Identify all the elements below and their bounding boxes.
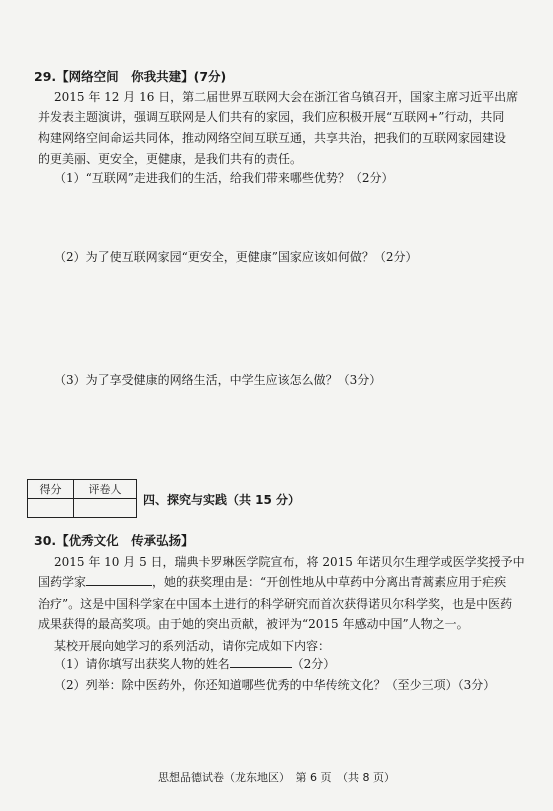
q30-line2-after: ，她的获奖理由是：“开创性地从中草药中分离出青蒿素应用于疟疾 [152,575,507,589]
q29-subquestion-3: （3）为了享受健康的网络生活，中学生应该怎么做？（3分） [54,373,382,387]
q30-subquestion-1 [54,656,335,672]
score-label: 得分 [28,480,74,499]
q30-subquestion-2: （2）列举：除中医药外，你还知道哪些优秀的中华传统文化？（至少三项）（3分） [54,678,496,692]
q29-material-line-2: 并发表主题演讲，强调互联网是人们共有的家园，我们应积极开展“互联网+”行动，共同 [38,110,505,124]
q29-subquestion-1: （1）“互联网”走进我们的生活，给我们带来哪些优势？（2分） [54,171,394,185]
q29-material-line-3: 构建网络空间命运共同体，推动网络空间互联互通，共享共治，把我们的互联网家园建设 [38,131,507,145]
page-footer: 思想品德试卷（龙东地区） 第 6 页 （共 8 页） [158,771,395,784]
q29-material-line-1: 2015 年 12 月 16 日，第二届世界互联网大会在浙江省乌镇召开，国家主席习近平出席 [54,90,519,104]
q30-sub1-after: （2分） [291,657,336,671]
q29-subquestion-2: （2）为了使互联网家园“更安全，更健康”国家应该如何做？（2分） [54,250,418,264]
q30-material-line-3: 治疗”。这是中国科学家在中国本土进行的科学研究而首次获得诺贝尔科学奖，也是中医药 [38,597,513,611]
q29-title: 29.【网络空间 你我共建】(7分) [34,69,227,84]
q30-material-line-1: 2015 年 10 月 5 日，瑞典卡罗琳医学院宣布，将 2015 年诺贝尔生理学或医学奖授予中 [54,555,525,569]
score-cell[interactable] [28,499,74,518]
q30-line2-before: 国药学家 [38,575,87,589]
q30-sub1-before: （1）请你填写出获奖人物的姓名 [54,657,230,671]
section-4-title: 四、探究与实践（共 15 分） [143,493,301,507]
grader-cell[interactable] [74,499,137,518]
q29-material-line-4: 的更美丽、更安全，更健康，是我们共有的责任。 [38,152,303,166]
q30-material-line-2 [38,574,506,590]
q30-title: 30.【优秀文化 传承弘扬】 [34,533,194,548]
grader-label: 评卷人 [74,480,137,499]
q30-sub1-answer-blank[interactable] [230,656,292,668]
q30-material-line-4: 成果获得的最高奖项。由于她的突出贡献，被评为“2015 年感动中国”人物之一。 [38,617,469,631]
q30-material-line-5: 某校开展向她学习的系列活动，请你完成如下内容： [54,639,331,653]
score-table [27,479,137,518]
q30-answer-blank-name[interactable] [86,574,152,586]
